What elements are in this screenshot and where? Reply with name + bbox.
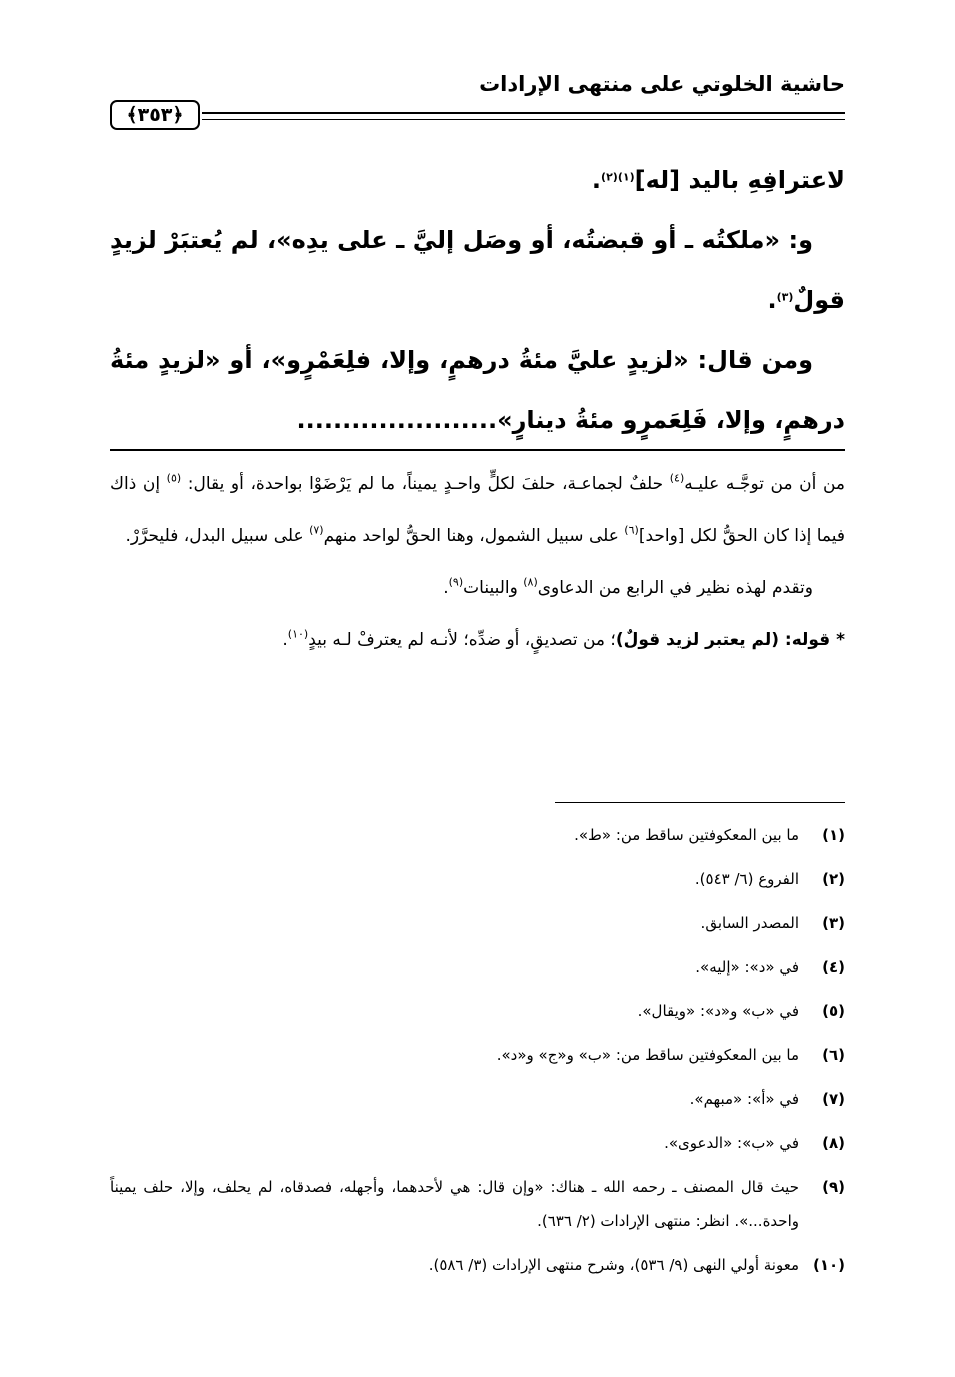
footnote-ref-3: (٣) [776,290,794,304]
commentary-text [110,458,845,666]
footnote-ref-5: (٥) [166,471,182,485]
footnote-ref-7: (٧) [309,523,324,537]
footnote-number: (٨) [822,1134,845,1152]
footnote-item [110,1170,845,1238]
running-header [110,72,845,132]
main-paragraph-1 [110,150,845,210]
header-title: حاشية الخلوتي على منتهى الإرادات [479,72,845,96]
footnote-item [110,950,845,984]
commentary-paragraph-2 [110,562,845,614]
footnote-ref-2: (٢) [601,170,618,184]
footnote-item [110,906,845,940]
footnote-ref-10: (١٠) [287,627,309,641]
main-paragraph-2 [110,210,845,330]
commentary-p2-part3: . [443,578,449,598]
commentary-p2-part1: وتقدم لهذه نظير في الرابع من الدعاوى [537,578,813,598]
footnote-number: (٩) [822,1178,845,1196]
footnote-number: (٢) [822,870,845,888]
footnote-text: في «ب» و«د»: «ويقال». [637,1002,799,1020]
footnote-text: الفروع (٦/ ٥٤٣). [694,870,799,888]
footnote-number: (٤) [822,958,845,976]
footnote-ref-9: (٩) [448,575,464,589]
footnote-text: المصدر السابق. [700,914,799,932]
footnote-number: (١٠) [812,1256,845,1274]
main-p2-text: و: «ملكتُه ـ أو قبضتُه، أو وصَل إليَّ ـ على يدِه»، لم يُعتبَرْ لزيدٍ قولٌ [110,226,845,314]
commentary-p1-part1: من أن من توجَّـه عليـه [684,474,845,494]
footnote-number: (٥) [822,1002,845,1020]
main-p3-text: ومن قال: «لزيدٍ عليَّ مئةُ درهمٍ، وإلا، فلِعَمْرٍو»، أو «لزيدٍ مئةُ درهمٍ، وإلا، فَلِعَمرٍو مئةُ دينارٍ» [110,346,845,434]
footnote-item [110,994,845,1028]
text-commentary-divider [110,449,845,451]
footnote-item [110,1082,845,1116]
header-rule [202,112,845,120]
footnote-text: ما بين المعكوفتين ساقط من: «ط». [574,826,799,844]
footnote-item [110,1038,845,1072]
commentary-p1-part5: على سبيل البدل، فليحرَّرْ. [125,526,310,546]
footnote-number: (٦) [822,1046,845,1064]
footnote-text: في «أ»: «مبهم». [689,1090,799,1108]
footnote-text: ما بين المعكوفتين ساقط من: «ب» و«ج» و«د». [496,1046,799,1064]
commentary-paragraph-1 [110,458,845,562]
footnote-number: (٣) [822,914,845,932]
main-p2-end: . [767,286,777,314]
footnote-item [110,862,845,896]
footnote-text: معونة أولي النهى (٩/ ٥٣٦)، وشرح منتهى الإرادات (٣/ ٥٨٦). [428,1256,799,1274]
commentary-p3-part1: ؛ من تصديقٍ، أو ضدِّه؛ لأنـه لم يعترفْ لـه بيدٍ [308,630,616,650]
footnote-ref-4: (٤) [669,471,685,485]
footnote-rule [555,802,845,803]
footnotes-list [110,818,845,1292]
commentary-p1-part3: إن ذاك فيما إذا كان الحقُّ لكل [واحد] [110,474,845,546]
footnote-text: في «ب»: «الدعوى». [664,1134,799,1152]
page-number: ﴿٣٥٣﴾ [110,100,200,130]
commentary-p2-part2: والبينات [463,578,524,598]
footnote-ref-8: (٨) [523,575,538,589]
main-paragraph-3 [110,330,845,450]
main-p1-end: . [591,166,602,194]
commentary-lemma: * قوله: (لم يعتبر لزيد قولٌ) [615,630,845,650]
commentary-p1-part4: على سبيل الشمول، وهنا الحقُّ لواحد منهم [323,526,625,546]
commentary-p1-part2: حلفٌ لجماعـة، حلفَ لكلٍّ واحـدٍ يميناً، ما لم يَرْضَوْا بواحدة، أو يقال: [181,474,670,494]
footnote-text: في «د»: «إليه». [695,958,799,976]
commentary-paragraph-3 [110,614,845,666]
footnote-item [110,1126,845,1160]
footnote-item [110,818,845,852]
footnote-text: حيث قال المصنف ـ رحمه الله ـ هناك: «وإن قال: هي لأحدهما، وأجهله، فصدقاه، لم يحلف، وإلا، حلف يميناً واحدة...». انظر: منتهى الإرادات (٢/ ٦٣٦). [110,1178,799,1230]
footnote-ref-1: (١) [617,170,635,184]
main-text [110,150,845,450]
footnote-item [110,1248,845,1282]
commentary-p3-part2: . [282,630,288,650]
footnote-number: (١) [822,826,845,844]
continuation-dots: ...................... [296,406,498,434]
main-p1-text: لاعترافِهِ باليد [له] [634,166,845,194]
footnote-ref-6: (٦) [624,523,639,537]
footnote-number: (٧) [822,1090,845,1108]
